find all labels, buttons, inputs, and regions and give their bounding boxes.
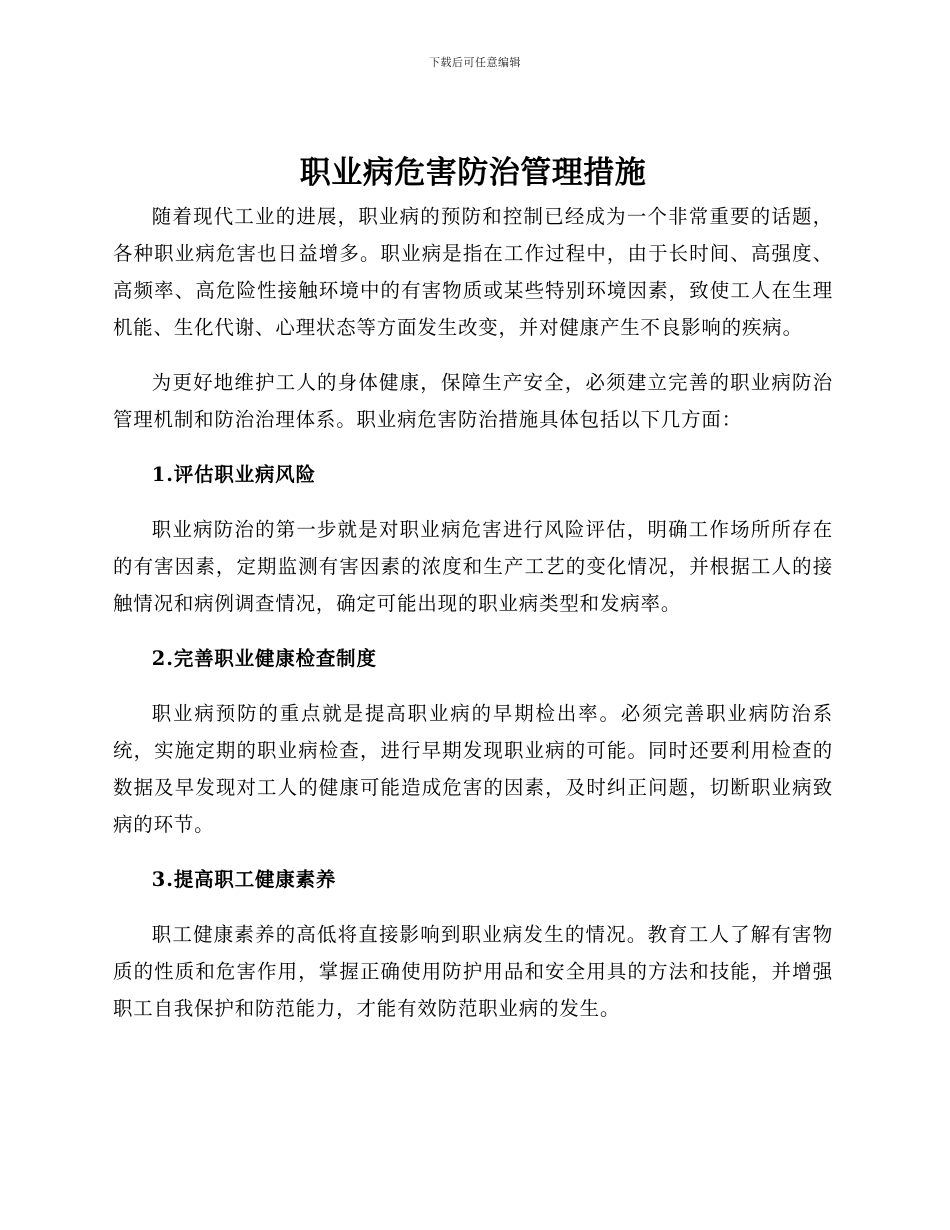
document-content — [113, 148, 833, 1027]
intro-paragraph-2: 为更好地维护工人的身体健康，保障生产安全，必须建立完善的职业病防治管理机制和防治治理体系。职业病危害防治措施具体包括以下几方面： — [113, 371, 833, 431]
section-body-1: 职业病防治的第一步就是对职业病危害进行风险评估，明确工作场所所存在的有害因素，定期监测有害因素的浓度和生产工艺的变化情况，并根据工人的接触情况和病例调查情况，确定可能出现的职业病类型和发病率。 — [113, 518, 833, 615]
header-note: 下载后可任意编辑 — [429, 56, 521, 69]
section-body-2: 职业病预防的重点就是提高职业病的早期检出率。必须完善职业病防治系统，实施定期的职业病检查，进行早期发现职业病的可能。同时还要利用检查的数据及早发现对工人的健康可能造成危害的因素，及时纠正问题，切断职业病致病的环节。 — [113, 702, 833, 836]
document-title: 职业病危害防治管理措施 — [299, 155, 647, 191]
section-heading-1: 1.评估职业病风险 — [151, 463, 316, 486]
section-heading-2: 2.完善职业健康检查制度 — [151, 647, 377, 670]
section-body-3: 职工健康素养的高低将直接影响到职业病发生的情况。教育工人了解有害物质的性质和危害作用，掌握正确使用防护用品和安全用具的方法和技能，并增强职工自我保护和防范能力，才能有效防范职业病的发生。 — [113, 923, 833, 1020]
intro-paragraph-1: 随着现代工业的进展，职业病的预防和控制已经成为一个非常重要的话题，各种职业病危害也日益增多。职业病是指在工作过程中，由于长时间、高强度、高频率、高危险性接触环境中的有害物质或某些特别环境因素，致使工人在生理机能、生化代谢、心理状态等方面发生改变，并对健康产生不良影响的疾病。 — [113, 205, 833, 339]
section-heading-3: 3.提高职工健康素养 — [151, 868, 337, 891]
